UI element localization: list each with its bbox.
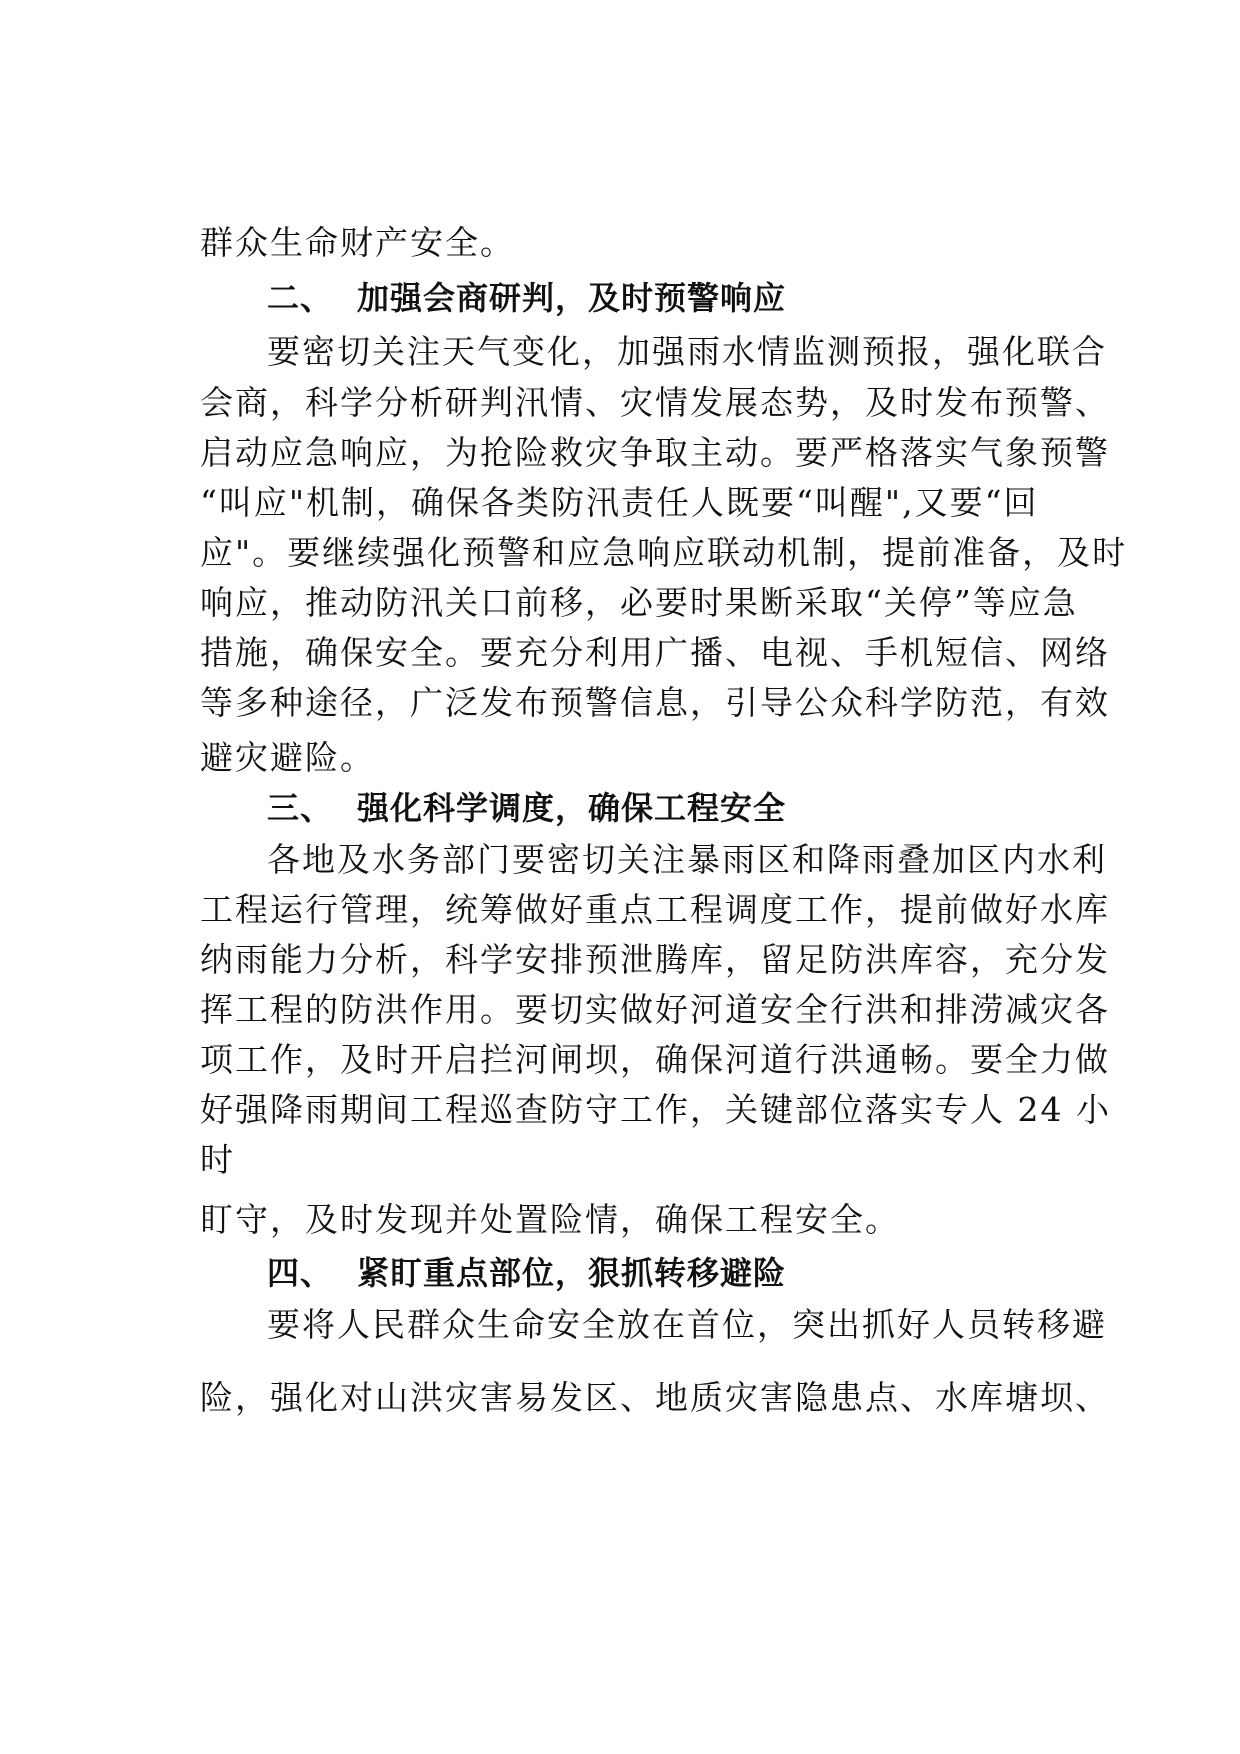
section-title: 加强会商研判，及时预警响应 <box>357 279 787 317</box>
body-text-line: 挥工程的防洪作用。要切实做好河道安全行洪和排涝减灾各 <box>200 990 1110 1029</box>
body-text-line: 好强降雨期间工程巡查防守工作，关键部位落实专人 24 小 <box>200 1090 1111 1129</box>
body-text-line: 响应，推动防汛关口前移，必要时果断采取“关停”等应急 <box>200 583 1078 622</box>
body-text-line: 措施，确保安全。要充分利用广播、电视、手机短信、网络 <box>200 633 1110 672</box>
body-text-line: 启动应急响应，为抢险救灾争取主动。要严格落实气象预警 <box>200 433 1110 472</box>
section-number: 三、 <box>267 789 334 827</box>
body-text-line: “叫应"机制，确保各类防汛责任人既要“叫醒",又要“回 <box>200 483 1039 522</box>
body-text-line: 险，强化对山洪灾害易发区、地质灾害隐患点、水库塘坝、 <box>200 1378 1110 1417</box>
body-text-line: 各地及水务部门要密切关注暴雨区和降雨叠加区内水利 <box>267 840 1107 879</box>
body-text-line: 纳雨能力分析，科学安排预泄腾库，留足防洪库容，充分发 <box>200 940 1110 979</box>
body-text-line: 应"。要继续强化预警和应急响应联动机制，提前准备，及时 <box>200 533 1128 572</box>
section-number: 四、 <box>267 1254 334 1292</box>
body-text-line: 要密切关注天气变化，加强雨水情监测预报，强化联合 <box>267 332 1107 371</box>
body-text-line: 时 <box>200 1140 235 1179</box>
section-heading-3 <box>267 788 786 828</box>
section-title: 强化科学调度，确保工程安全 <box>357 789 787 827</box>
body-text-line: 等多种途径，广泛发布预警信息，引导公众科学防范，有效 <box>200 683 1110 722</box>
body-text-line: 项工作，及时开启拦河闸坝，确保河道行洪通畅。要全力做 <box>200 1040 1110 1079</box>
section-heading-2 <box>267 278 786 318</box>
body-text-line: 群众生命财产安全。 <box>200 223 515 262</box>
body-text-line: 避灾避险。 <box>200 738 375 777</box>
body-text-line: 工程运行管理，统筹做好重点工程调度工作，提前做好水库 <box>200 890 1110 929</box>
section-number: 二、 <box>267 279 334 317</box>
section-heading-4 <box>267 1253 786 1293</box>
body-text-line: 盯守，及时发现并处置险情，确保工程安全。 <box>200 1200 900 1239</box>
body-text-line: 会商，科学分析研判汛情、灾情发展态势，及时发布预警、 <box>200 383 1110 422</box>
body-text-line: 要将人民群众生命安全放在首位，突出抓好人员转移避 <box>267 1305 1107 1344</box>
section-title: 紧盯重点部位，狠抓转移避险 <box>357 1254 787 1292</box>
